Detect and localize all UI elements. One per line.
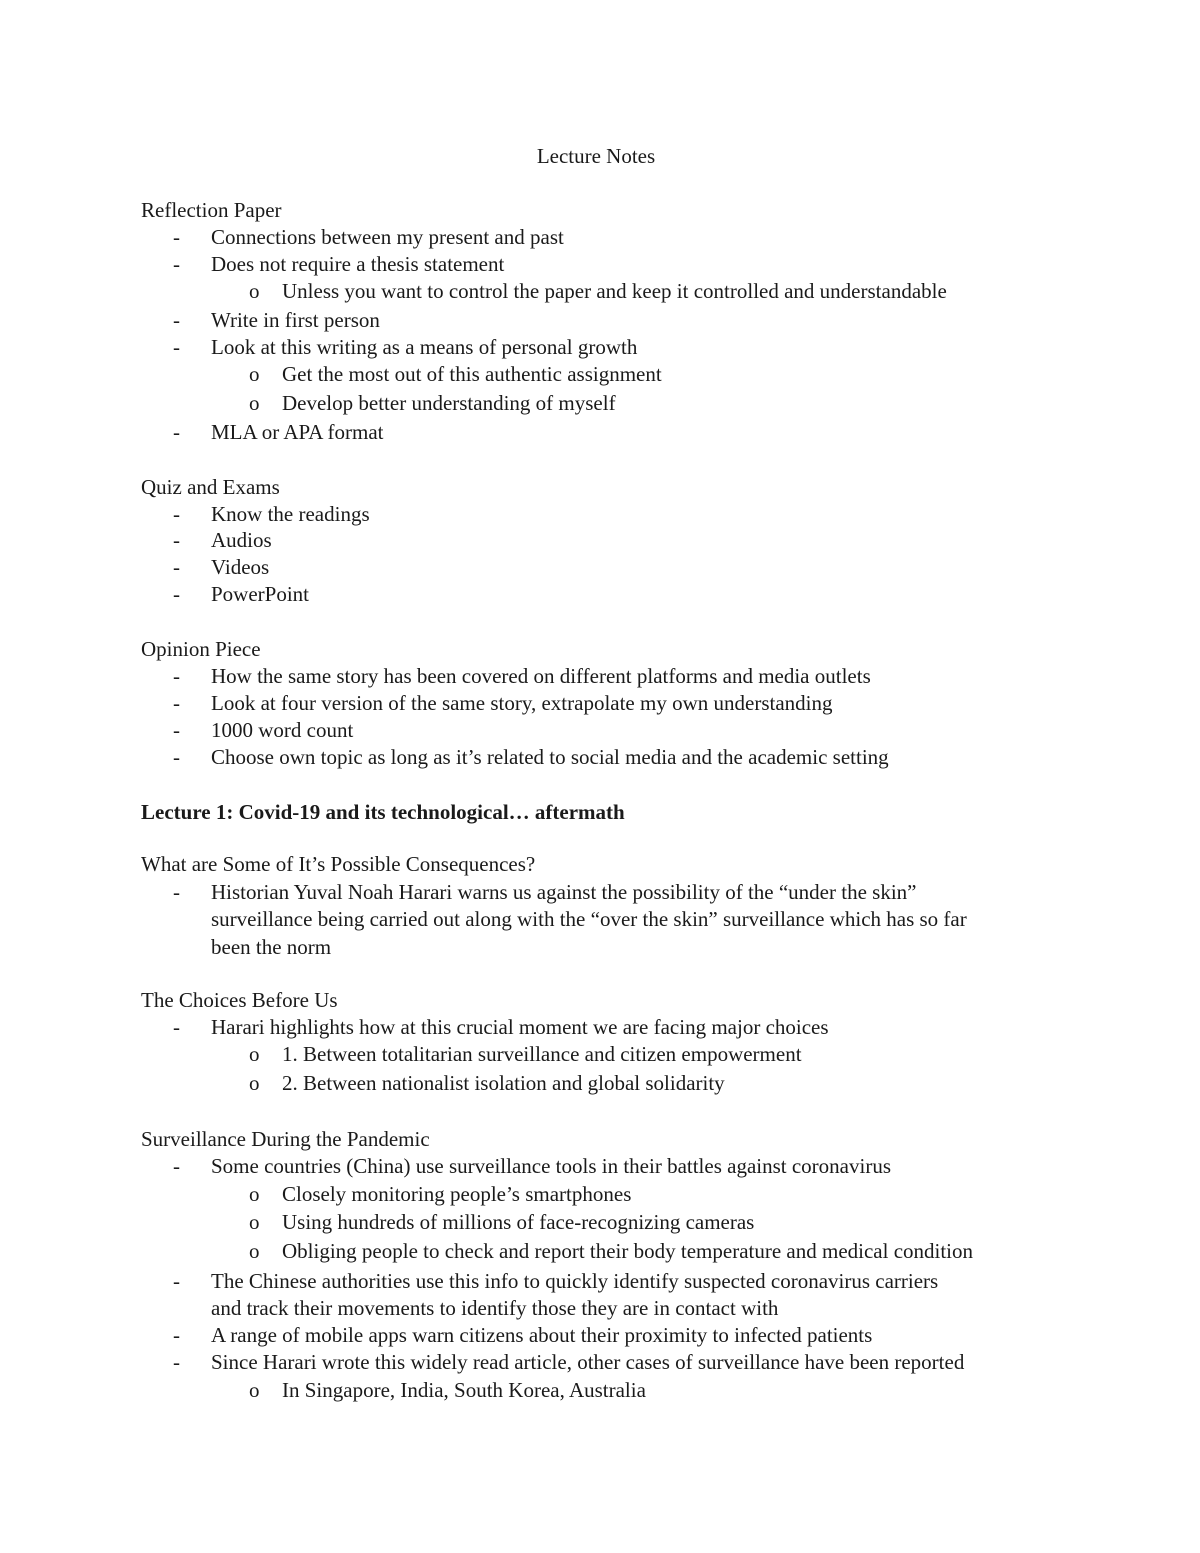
dash-bullet: - [173, 1154, 180, 1178]
circle-bullet: o [249, 362, 260, 386]
sub-list-item: Unless you want to control the paper and keep it controlled and understandable [282, 279, 947, 303]
list-item: The Chinese authorities use this info to quickly identify suspected coronavirus carriers [211, 1269, 939, 1293]
circle-bullet: o [249, 1071, 260, 1095]
dash-bullet: - [173, 1015, 180, 1039]
sub-list-item: In Singapore, India, South Korea, Australia [282, 1378, 646, 1402]
section-heading-quiz: Quiz and Exams [141, 475, 280, 499]
section-heading-choices: The Choices Before Us [141, 988, 338, 1012]
list-item: PowerPoint [211, 582, 310, 606]
list-item: Know the readings [211, 502, 370, 526]
circle-bullet: o [249, 1042, 260, 1066]
list-item: Since Harari wrote this widely read article, other cases of surveillance have been reported [211, 1350, 965, 1374]
list-item: 1000 word count [211, 718, 354, 742]
lecture-heading: Lecture 1: Covid-19 and its technological… aftermath [141, 800, 625, 824]
dash-bullet: - [173, 1350, 180, 1374]
list-item-continuation: and track their movements to identify those they are in contact with [211, 1296, 779, 1320]
dash-bullet: - [173, 1269, 180, 1293]
sub-list-item: Using hundreds of millions of face-recognizing cameras [282, 1210, 755, 1234]
list-item: Write in first person [211, 308, 380, 332]
list-item: Some countries (China) use surveillance tools in their battles against coronavirus [211, 1154, 891, 1178]
circle-bullet: o [249, 279, 260, 303]
list-item-continuation: surveillance being carried out along with the “over the skin” surveillance which has so far [211, 907, 967, 931]
dash-bullet: - [173, 528, 180, 552]
dash-bullet: - [173, 718, 180, 742]
list-item: Choose own topic as long as it’s related to social media and the academic setting [211, 745, 889, 769]
dash-bullet: - [173, 880, 180, 904]
section-heading-reflection: Reflection Paper [141, 198, 282, 222]
sub-list-item: 1. Between totalitarian surveillance and citizen empowerment [282, 1042, 802, 1066]
dash-bullet: - [173, 252, 180, 276]
sub-list-item: Develop better understanding of myself [282, 391, 616, 415]
list-item: MLA or APA format [211, 420, 384, 444]
section-heading-consequences: What are Some of It’s Possible Consequences? [141, 852, 536, 876]
section-heading-opinion: Opinion Piece [141, 637, 261, 661]
sub-list-item: 2. Between nationalist isolation and global solidarity [282, 1071, 725, 1095]
list-item: A range of mobile apps warn citizens about their proximity to infected patients [211, 1323, 873, 1347]
circle-bullet: o [249, 1210, 260, 1234]
dash-bullet: - [173, 664, 180, 688]
list-item: Harari highlights how at this crucial moment we are facing major choices [211, 1015, 829, 1039]
dash-bullet: - [173, 308, 180, 332]
dash-bullet: - [173, 582, 180, 606]
sub-list-item: Closely monitoring people’s smartphones [282, 1182, 632, 1206]
list-item-continuation: been the norm [211, 935, 332, 959]
list-item: Look at four version of the same story, extrapolate my own understanding [211, 691, 833, 715]
dash-bullet: - [173, 1323, 180, 1347]
dash-bullet: - [173, 745, 180, 769]
circle-bullet: o [249, 1378, 260, 1402]
circle-bullet: o [249, 391, 260, 415]
dash-bullet: - [173, 225, 180, 249]
dash-bullet: - [173, 555, 180, 579]
dash-bullet: - [173, 502, 180, 526]
sub-list-item: Obliging people to check and report their body temperature and medical condition [282, 1239, 974, 1263]
section-heading-surveillance: Surveillance During the Pandemic [141, 1127, 430, 1151]
circle-bullet: o [249, 1239, 260, 1263]
list-item: Historian Yuval Noah Harari warns us against the possibility of the “under the skin” [211, 880, 917, 904]
list-item: Connections between my present and past [211, 225, 564, 249]
sub-list-item: Get the most out of this authentic assignment [282, 362, 662, 386]
list-item: Look at this writing as a means of personal growth [211, 335, 638, 359]
document-title: Lecture Notes [536, 144, 656, 168]
dash-bullet: - [173, 420, 180, 444]
list-item: Videos [211, 555, 270, 579]
circle-bullet: o [249, 1182, 260, 1206]
list-item: How the same story has been covered on different platforms and media outlets [211, 664, 871, 688]
list-item: Audios [211, 528, 272, 552]
list-item: Does not require a thesis statement [211, 252, 505, 276]
dash-bullet: - [173, 335, 180, 359]
dash-bullet: - [173, 691, 180, 715]
